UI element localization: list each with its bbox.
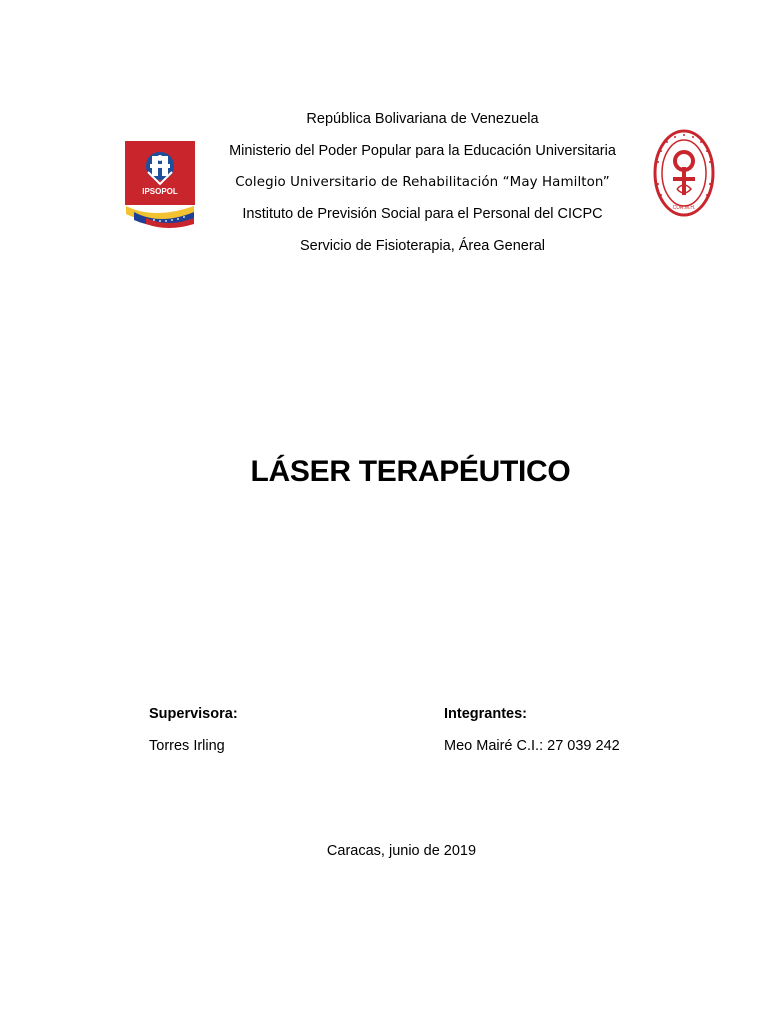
members-label: Integrantes: [444, 706, 527, 722]
supervisor-name: Torres Irling [149, 738, 225, 754]
header-line-republic: República Bolivariana de Venezuela [306, 111, 539, 127]
document-title: LÁSER TERAPÉUTICO [250, 455, 571, 488]
ipsopol-logo [124, 140, 196, 228]
college-seal-logo [653, 129, 715, 217]
ipsopol-logo-text: IPSOPOL [142, 187, 178, 196]
header-line-college: Colegio Universitario de Rehabilitación “May Hamilton” [235, 175, 610, 190]
header-line-institute: Instituto de Previsión Social para el Personal del CICPC [242, 206, 603, 222]
place-and-date: Caracas, junio de 2019 [326, 843, 477, 859]
header-line-service: Servicio de Fisioterapia, Área General [299, 238, 545, 254]
header-line-ministry: Ministerio del Poder Popular para la Educación Universitaria [229, 143, 616, 159]
supervisor-label: Supervisora: [149, 706, 238, 722]
member-name: Meo Mairé C.I.: 27 039 242 [444, 738, 620, 754]
seal-text: CUR.M.H. [672, 205, 696, 211]
